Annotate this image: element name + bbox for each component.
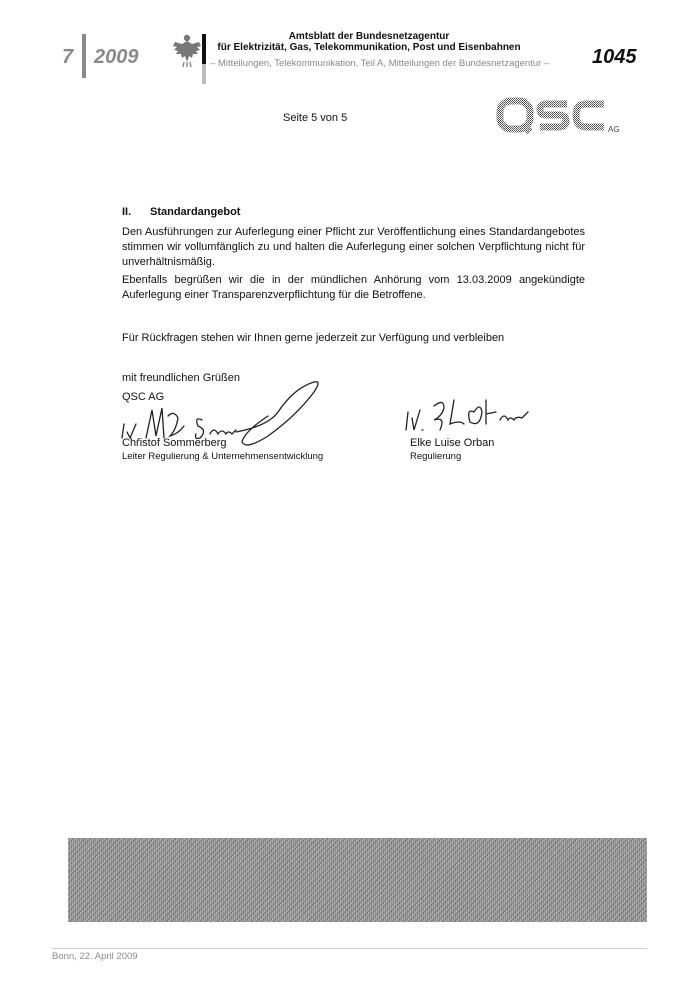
logo-suffix: AG bbox=[608, 125, 620, 134]
header-rule-light bbox=[202, 64, 206, 84]
issue-number: 7 bbox=[62, 46, 74, 68]
footer-place-date: Bonn, 22. April 2009 bbox=[52, 951, 138, 962]
signature-orban bbox=[404, 390, 534, 436]
signatory-role: Regulierung bbox=[410, 451, 462, 462]
signatory-role: Leiter Regulierung & Unternehmensentwicklung bbox=[122, 451, 324, 462]
section-number: II. bbox=[122, 206, 132, 218]
paragraph: Den Ausführungen zur Auferlegung einer Pflicht zur Veröffentlichung eines Standardangebotes stimmen wir vollumfänglich zu und halten die Auferlegung einer solchen Verpflichtung nicht für unverhältnismäßig. bbox=[122, 226, 585, 268]
company-name: QSC AG bbox=[122, 391, 165, 403]
signatory-name: Christof Sommerberg bbox=[122, 437, 227, 449]
gazette-section: – Mitteilungen, Telekommunikation, Teil A, Mitteilungen der Bundesnetzagentur – bbox=[210, 58, 550, 69]
page-number: 1045 bbox=[592, 46, 637, 68]
issue-year: 2009 bbox=[94, 46, 139, 68]
paragraph: Ebenfalls begrüßen wir die in der mündlichen Anhörung vom 13.03.2009 angekündigte Auferlegung einer Transparenzverpflichtung für die Betroffene. bbox=[122, 274, 585, 301]
gazette-subtitle: für Elektrizität, Gas, Telekommunikation, Post und Eisenbahnen bbox=[217, 42, 521, 53]
signatory-name: Elke Luise Orban bbox=[410, 437, 495, 449]
paragraph: Für Rückfragen stehen wir Ihnen gerne jederzeit zur Verfügung und verbleiben bbox=[122, 332, 505, 344]
section-title: Standardangebot bbox=[150, 206, 241, 218]
redacted-block bbox=[68, 838, 647, 922]
issue-divider bbox=[82, 34, 86, 78]
footer-rule bbox=[52, 948, 647, 949]
qsc-logo bbox=[496, 96, 632, 136]
page-indicator: Seite 5 von 5 bbox=[283, 112, 348, 124]
closing-greeting: mit freundlichen Grüßen bbox=[122, 372, 240, 384]
header-rule bbox=[202, 34, 206, 64]
gazette-title: Amtsblatt der Bundesnetzagentur bbox=[288, 31, 450, 42]
federal-eagle-icon bbox=[172, 32, 202, 68]
